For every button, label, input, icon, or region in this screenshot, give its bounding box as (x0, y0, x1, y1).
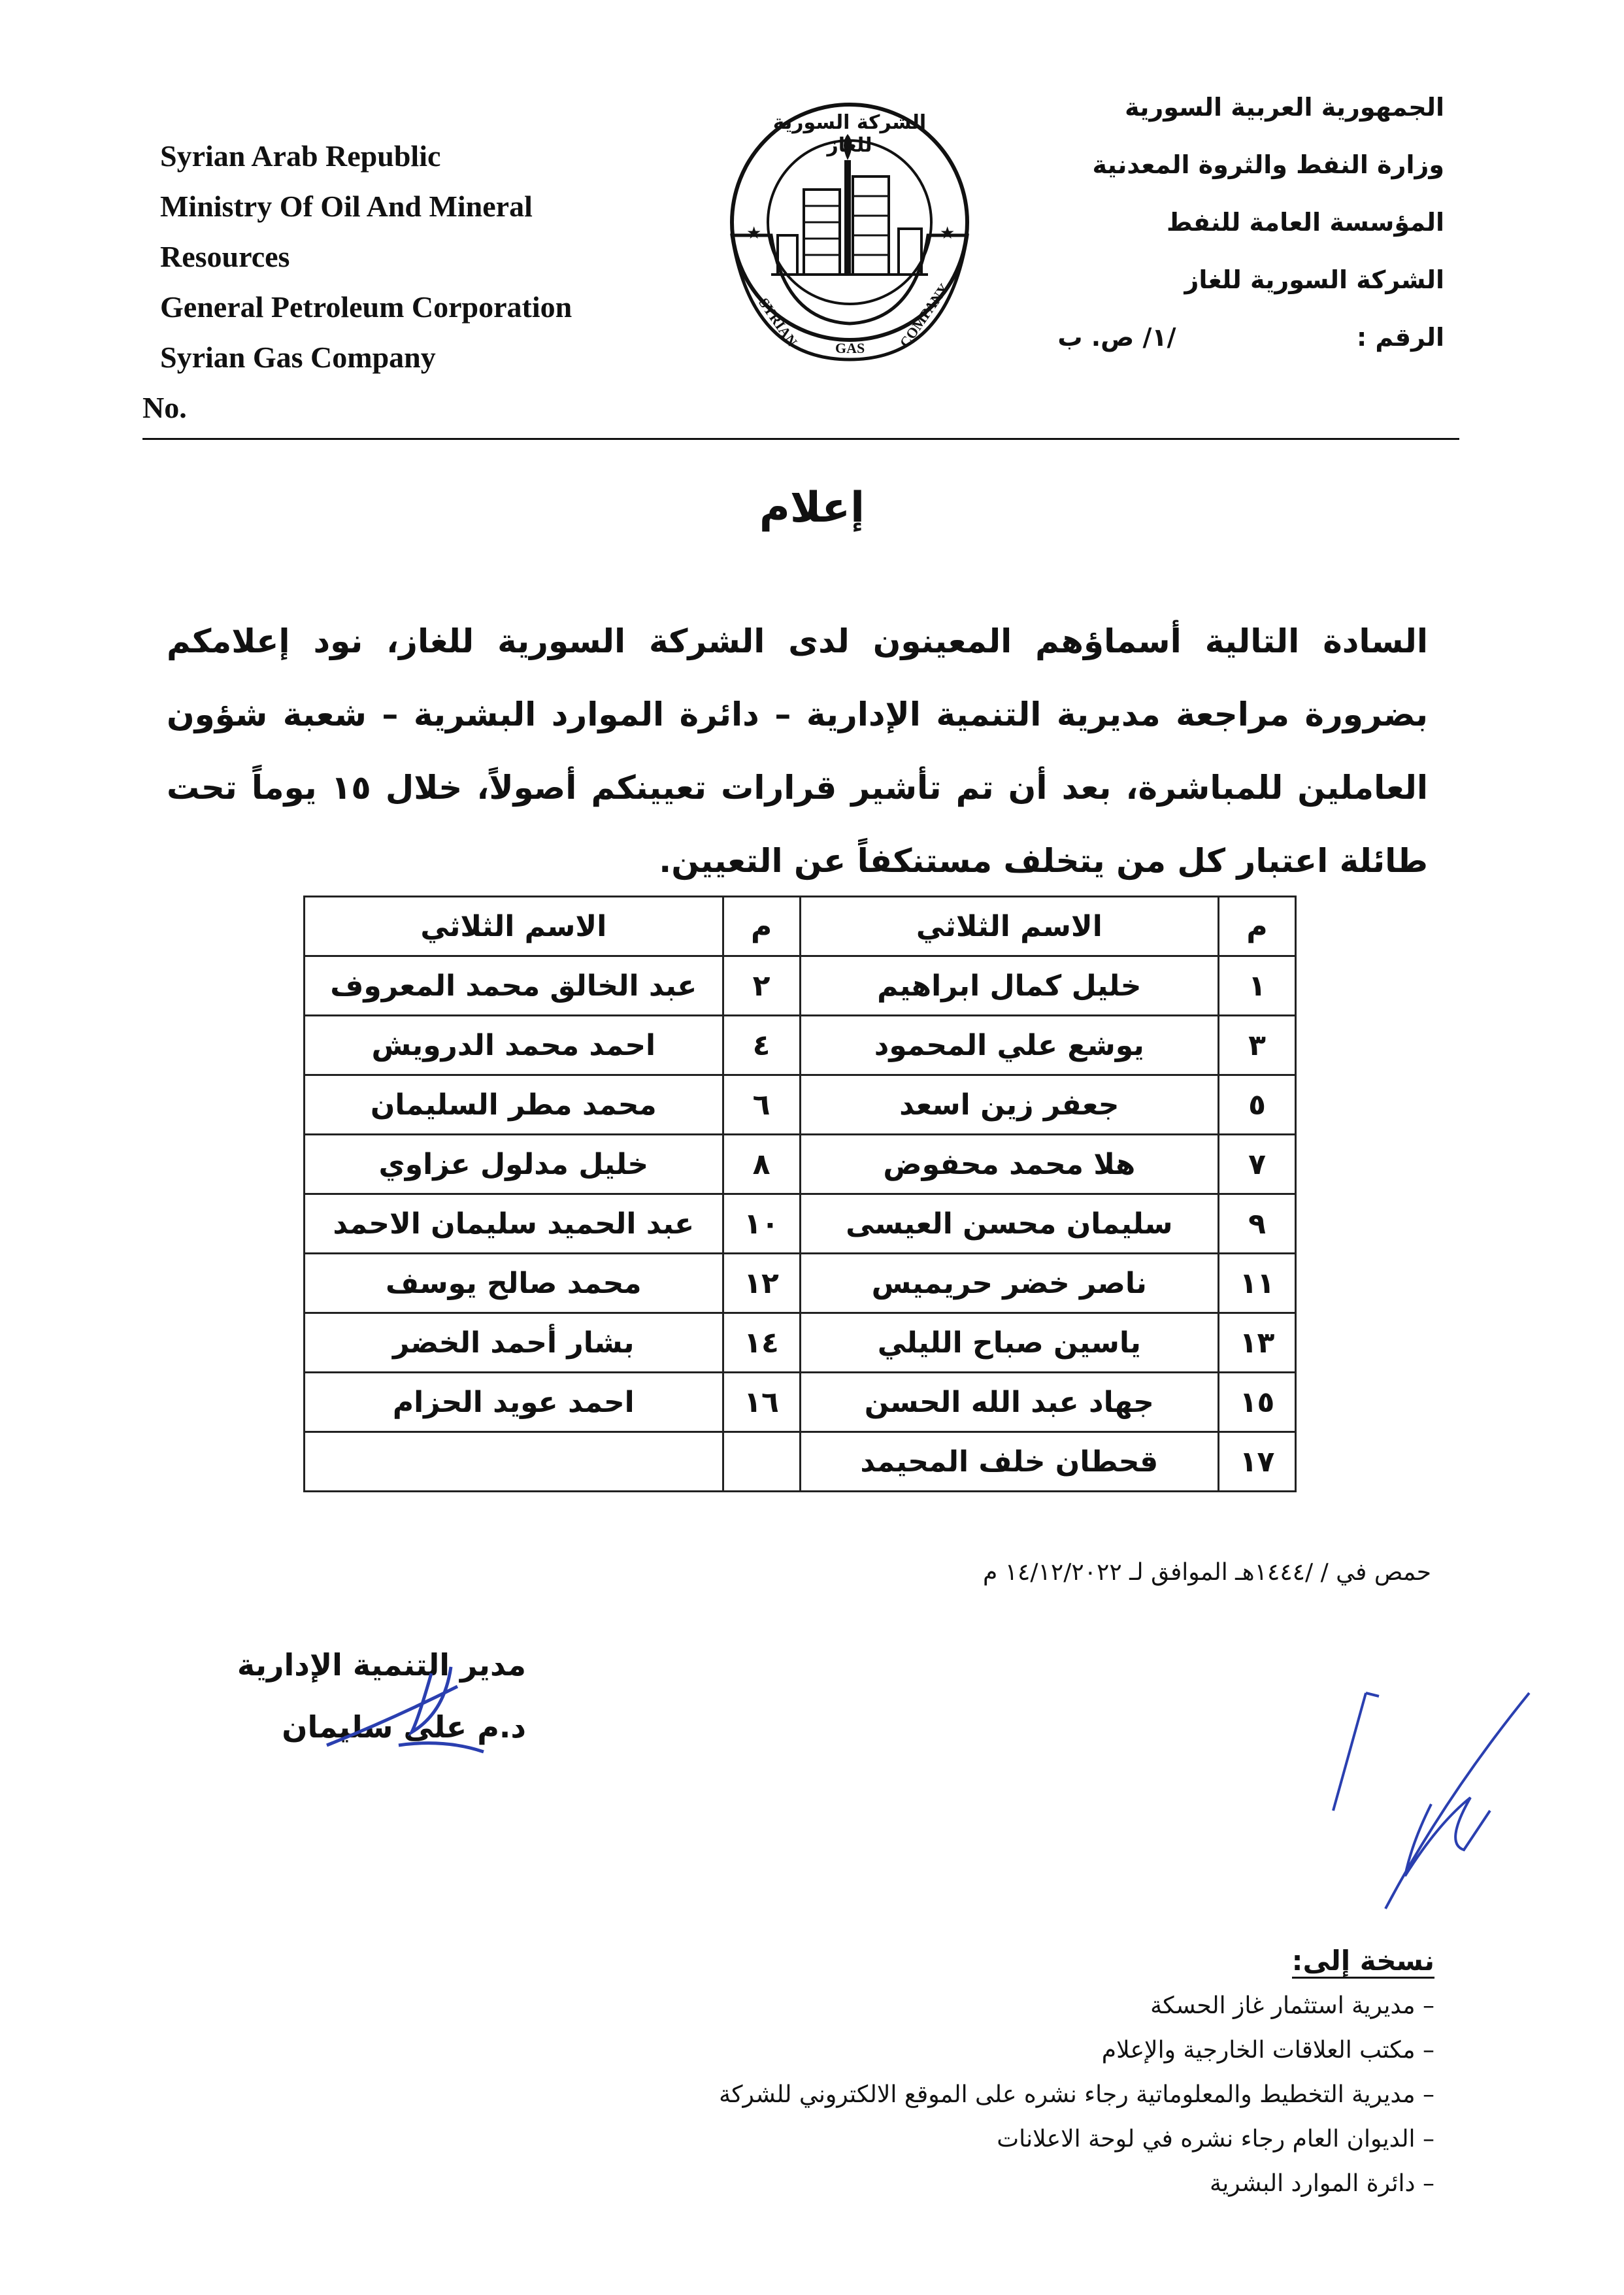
row-number: ١٣ (1219, 1313, 1296, 1373)
list-item: – الديوان العام رجاء نشره في لوحة الاعلانات (719, 2117, 1434, 2162)
row-number: ٦ (723, 1075, 800, 1135)
header-divider (142, 438, 1459, 440)
en-corporation: General Petroleum Corporation (160, 290, 572, 324)
table-row (305, 1313, 1296, 1373)
header-no-2: م (723, 897, 800, 956)
header-name-2: الاسم الثلاثي (305, 897, 723, 956)
row-name: سليمان محسن العيسى (800, 1194, 1219, 1254)
row-number: ١٤ (723, 1313, 800, 1373)
ar-company: الشركة السورية للغاز (1184, 265, 1444, 294)
list-item: – مكتب العلاقات الخارجية والإعلام (719, 2028, 1434, 2073)
row-name: هلا محمد محفوض (800, 1135, 1219, 1194)
header-no-1: م (1219, 897, 1296, 956)
row-number: ١٧ (1219, 1432, 1296, 1492)
row-name: عبد الحميد سليمان الاحمد (305, 1194, 723, 1254)
english-header (160, 131, 572, 382)
ar-corporation: المؤسسة العامة للنفط (1166, 208, 1444, 237)
table-row (305, 1135, 1296, 1194)
manager-title: مدير التنمية الإدارية (237, 1647, 526, 1683)
logo-text-mid: GAS (835, 340, 865, 356)
en-no-label: No. (142, 391, 187, 424)
copies-list (719, 1984, 1434, 2206)
logo-text-left: SYRIAN (755, 294, 801, 350)
date-line: حمص في / /١٤٤٤هـ الموافق لـ ١٤/١٢/٢٠٢٢ م (982, 1559, 1431, 1586)
row-number: ٨ (723, 1135, 800, 1194)
en-ministry-cont: Resources (160, 240, 290, 273)
table-row (305, 1016, 1296, 1075)
row-number: ٣ (1219, 1016, 1296, 1075)
row-name: خليل مدلول عزاوي (305, 1135, 723, 1194)
header-name-1: الاسم الثلاثي (800, 897, 1219, 956)
row-number: ١ (1219, 956, 1296, 1016)
table-header-row (305, 897, 1296, 956)
row-number: ٢ (723, 956, 800, 1016)
table-row (305, 956, 1296, 1016)
svg-text:★: ★ (746, 224, 762, 243)
table-row (305, 1075, 1296, 1135)
row-number: ٥ (1219, 1075, 1296, 1135)
list-item: – مديرية استثمار غاز الحسكة (719, 1984, 1434, 2028)
en-ministry: Ministry Of Oil And Mineral (160, 190, 533, 223)
row-name: يوشع علي المحمود (800, 1016, 1219, 1075)
manager-signature (314, 1647, 510, 1778)
en-country: Syrian Arab Republic (160, 139, 441, 173)
row-name: عبد الخالق محمد المعروف (305, 956, 723, 1016)
row-name: احمد محمد الدرويش (305, 1016, 723, 1075)
ar-ref-value: /١/ ص. ب (1057, 323, 1176, 352)
ar-ref-label: الرقم : (1356, 323, 1444, 352)
row-number: ١٥ (1219, 1373, 1296, 1432)
logo-text-right: COMPANY (896, 280, 952, 351)
row-number: ١٦ (723, 1373, 800, 1432)
row-name: محمد مطر السليمان (305, 1075, 723, 1135)
logo-arabic-arc-text: الشركة السورية للغاز (772, 111, 927, 157)
en-company: Syrian Gas Company (160, 341, 436, 374)
row-number: ٧ (1219, 1135, 1296, 1194)
row-name: ياسين صباح الليلي (800, 1313, 1219, 1373)
row-name: ناصر خضر حريميس (800, 1254, 1219, 1313)
row-name: بشار أحمد الخضر (305, 1313, 723, 1373)
ar-ministry: وزارة النفط والثروة المعدنية (1092, 150, 1444, 179)
ar-country: الجمهورية العربية السورية (1125, 93, 1444, 122)
row-number: ١١ (1219, 1254, 1296, 1313)
copies-title-text: نسخة إلى: (1292, 1945, 1434, 1979)
row-name: جهاد عبد الله الحسن (800, 1373, 1219, 1432)
row-number: ١٠ (723, 1194, 800, 1254)
document-title: إعلام (759, 484, 865, 532)
table-row (305, 1373, 1296, 1432)
row-name: محمد صالح يوسف (305, 1254, 723, 1313)
copies-title (1292, 1945, 1434, 1977)
row-number: ٤ (723, 1016, 800, 1075)
row-name: خليل كمال ابراهيم (800, 956, 1219, 1016)
svg-text:★: ★ (940, 224, 955, 243)
row-number (723, 1432, 800, 1492)
row-name: قحطان خلف المحيمد (800, 1432, 1219, 1492)
list-item: – مديرية التخطيط والمعلوماتية رجاء نشره على الموقع الالكتروني للشركة (719, 2073, 1434, 2117)
table-row (305, 1432, 1296, 1492)
approval-signature (1314, 1680, 1549, 1922)
company-logo (712, 98, 987, 373)
arabic-header (1057, 78, 1444, 366)
announcement-paragraph: السادة التالية أسماؤهم المعينون لدى الشركة السورية للغاز، نود إعلامكم بضرورة مراجعة مديرية التنمية الإدارية – دائرة الموارد البشرية – شعبة شؤون العاملين للمباشرة، بعد أن تم تأشير قرارات تعيينكم أصولاً، خلال ١٥ يوماً تحت طائلة اعتبار كل من يتخلف مستنكفاً عن التعيين. (167, 622, 1428, 880)
ar-ref-line (1057, 309, 1444, 366)
table-row (305, 1194, 1296, 1254)
manager-name: د.م علي سليمان (282, 1709, 526, 1745)
row-name: احمد عويد الحزام (305, 1373, 723, 1432)
row-number: ١٢ (723, 1254, 800, 1313)
row-number: ٩ (1219, 1194, 1296, 1254)
list-item: – دائرة الموارد البشرية (719, 2162, 1434, 2206)
table-row (305, 1254, 1296, 1313)
names-table (303, 896, 1297, 1492)
row-name (305, 1432, 723, 1492)
row-name: جعفر زين اسعد (800, 1075, 1219, 1135)
